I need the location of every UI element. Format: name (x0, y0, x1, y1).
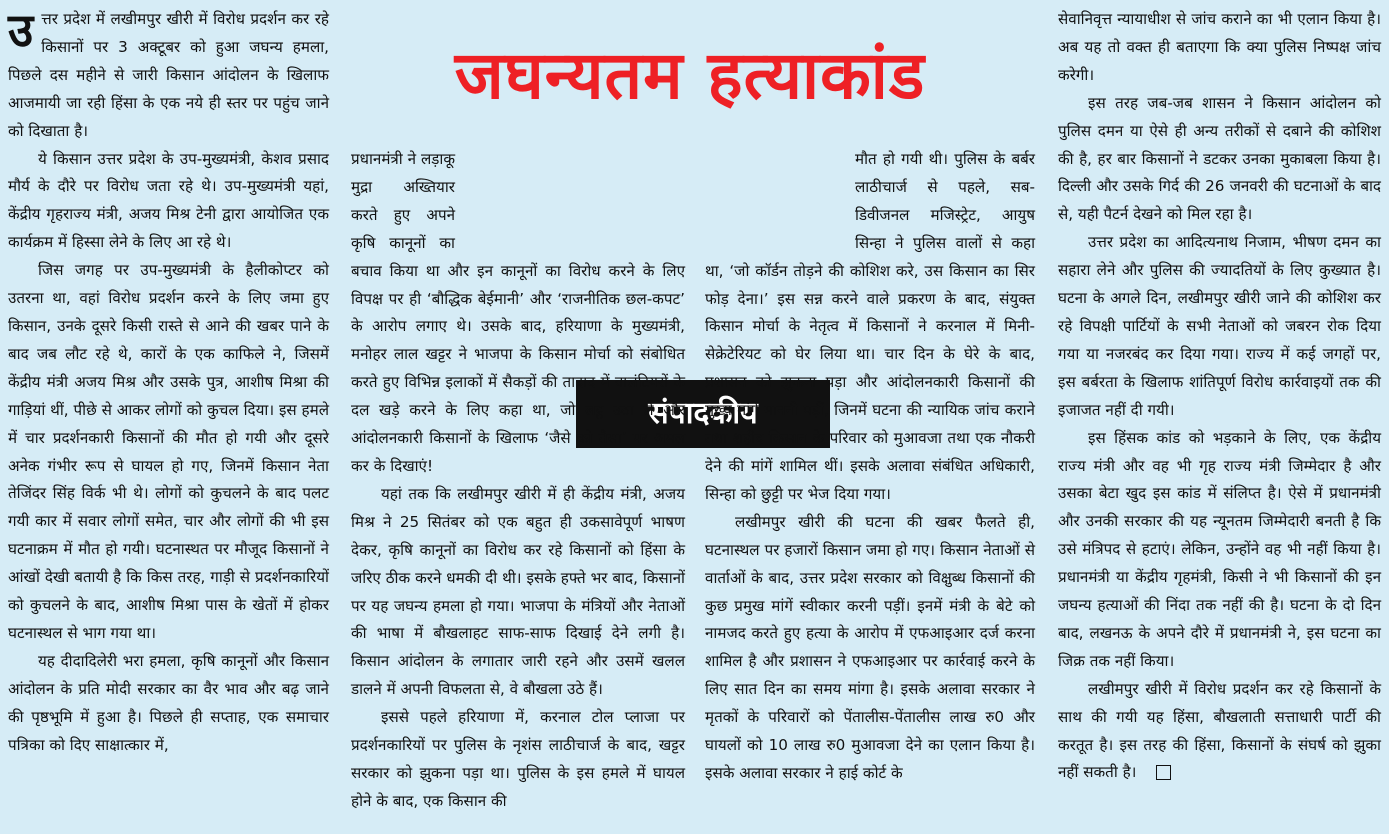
paragraph: मौत हो गयी थी। पुलिस के बर्बर लाठीचार्ज से पहले, सब-डिवीजनल मजिस्ट्रेट, आयुष सिन्हा ने पुलिस वालों से कहा था, ‘जो कॉर्डन तोड़ने की कोशिश करे, उस किसान का सिर फोड़ देना।’ इस सन्न करने वाले प्रकरण के बाद, संयुक्त किसान मोर्चा के नेतृत्व में किसानों ने करनाल में मिनी-सेक्रेटेरियट को घेर लिया था। चार दिन के घेरे के बाद, प्रशासन को झुकना पड़ा और आंदोलनकारी किसानों की मुख्य मांगें माननी पड़ीं, जिनमें घटना की न्यायिक जांच कराने तथा शहीद किसान के परिवार को मुआवजा तथा एक नौकरी देने की मांगें शामिल थीं। इसके अलावा संबंधित अधिकारी, सिन्हा को छुट्टी पर भेज दिया गया। (705, 146, 1035, 509)
wrap-spacer (705, 146, 855, 246)
paragraph: ये किसान उत्तर प्रदेश के उप-मुख्यमंत्री, केशव प्रसाद मौर्य के दौरे पर विरोध जता रहे थे। उप-मुख्यमंत्री यहां, केंद्रीय गृहराज्य मंत्री, अजय मिश्र टेनी द्वारा आयोजित एक कार्यक्रम में हिस्सा लेने के लिए आ रहे थे। (8, 149, 329, 252)
column-3 (705, 146, 1035, 788)
column-2 (351, 146, 685, 816)
paragraph: यह दीदादिलेरी भरा हमला, कृषि कानूनों और किसान आंदोलन के प्रति मोदी सरकार का वैर भाव और बढ़ जाने की पृष्ठभूमि में हुआ है। पिछले ही सप्ताह, एक समाचार पत्रिका को दिए साक्षात्कार में, (8, 651, 329, 754)
paragraph: प्रधानमंत्री ने लड़ाकू मुद्रा अख्तियार करते हुए अपने कृषि कानूनों का बचाव किया था और इन कानूनों का विरोध करने के लिए विपक्ष पर ही ‘बौद्धिक बेईमानी’ और ‘राजनीतिक छल-कपट’ के आरोप लगाए थे। उसके बाद, हरियाणा के मुख्यमंत्री, मनोहर लाल खट्टर ने भाजपा के किसान मोर्चा को संबोधित करते हुए विभिन्न इलाकों में सैकड़ों की तादाद में वालंटियरों के दल खड़े करने के लिए कहा था, जो लट्ठ उठा लें और आंदोलनकारी किसानों के खिलाफ ‘जैसे को तैसा’ पर अमल कर के दिखाएं! (351, 146, 685, 481)
column-4 (1058, 6, 1381, 787)
drop-cap: उ (8, 3, 34, 57)
column-1 (8, 3, 329, 759)
paragraph: लखीमपुर खीरी की घटना की खबर फैलते ही, घटनास्थल पर हजारों किसान जमा हो गए। किसान नेताओं से वार्ताओं के बाद, उत्तर प्रदेश सरकार को विक्षुब्ध किसानों की कुछ प्रमुख मांगें स्वीकार करनी पड़ीं। इनमें मंत्री के बेटे को नामजद करते हुए हत्या के आरोप में एफआइआर दर्ज करना शामिल है और प्रशासन ने एफआइआर पर कार्रवाई करने के लिए सात दिन का समय मांगा है। इसके अलावा सरकार ने मृतकों के परिवारों को पेंतालीस-पेंतालीस लाख रु0 और घायलों को 10 लाख रु0 मुआवजा देने का एलान किया है। इसके अलावा सरकार ने हाई कोर्ट के (705, 512, 1035, 782)
wrap-spacer (455, 146, 685, 246)
paragraph: जिस जगह पर उप-मुख्यमंत्री के हैलीकोप्टर को उतरना था, वहां विरोध प्रदर्शन करने के लिए जमा हुए किसान, उनके दूसरे किसी रास्ते से आने की खबर पाने के बाद जब लौट रहे थे, कारों के एक काफिले ने, जिसमें केंद्रीय मंत्री अजय मिश्र और उसके पुत्र, आशीष मिश्रा की गाड़ियां थीं, पीछे से आकर लोगों को कुचल दिया। इस हमले में चार प्रदर्शनकारी किसानों की मौत हो गयी और दूसरे अनेक गंभीर रूप से घायल हो गए, जिनमें किसान नेता तेजिंदर सिंह विर्क भी थे। लोगों को कुचलने के बाद पलट गयी कार में सवार लोगों समेत, चार और लोगों की भी इस घटनाक्रम में मौत हो गयी। घटनास्थत पर मौजूद किसानों ने आंखों देखी बतायी है कि किस तरह, गाड़ी से प्रदर्शनकारियों को कुचलने के बाद, आशीष मिश्रा पास के खेतों में होकर घटनास्थल से भाग गया था। (8, 261, 329, 642)
paragraph: लखीमपुर खीरी में विरोध प्रदर्शन कर रहे किसानों के साथ की गयी यह हिंसा, बौखलाती सत्ताधारी पार्टी की करतूत है। इस तरह की हिंसा, किसानों के संघर्ष को झुका नहीं सकती है। (1058, 679, 1381, 782)
paragraph: यहां तक कि लखीमपुर खीरी में ही केंद्रीय मंत्री, अजय मिश्र ने 25 सितंबर को एक बहुत ही उकसावेपूर्ण भाषण देकर, कृषि कानूनों का विरोध कर रहे किसानों को हिंसा के जरिए ठीक करने धमकी दी थी। इसके हफ्ते भर बाद, किसानों पर यह जघन्य हमला हो गया। भाजपा के मंत्रियों और नेताओं की भाषा में बौखलाहट साफ-साफ दिखाई देने लगी है। किसान आंदोलन के लगातार जारी रहने और उसमें खलल डालने में अपनी विफलता से, वे बौखला उठे हैं। (351, 484, 685, 699)
paragraph: सेवानिवृत्त न्यायाधीश से जांच कराने का भी एलान किया है। अब यह तो वक्त ही बताएगा कि क्या पुलिस निष्पक्ष जांच करेगी। (1058, 10, 1381, 84)
end-mark-icon (1156, 765, 1171, 780)
section-label-editorial: संपादकीय (576, 380, 830, 448)
paragraph: इससे पहले हरियाणा में, करनाल टोल प्लाजा पर प्रदर्शनकारियों पर पुलिस के नृशंस लाठीचार्ज के बाद, खट्टर सरकार को झुकना पड़ा था। पुलिस के इस हमले में घायल होने के बाद, एक किसान की (351, 708, 685, 810)
paragraph: उत्तर प्रदेश में लखीमपुर खीरी में विरोध प्रदर्शन कर रहे किसानों पर 3 अक्टूबर को हुआ जघन्य हमला, पिछले दस महीने से जारी किसान आंदोलन के खिलाफ आजमायी जा रही हिंसा के एक नये ही स्तर पर पहुंच जाने को दिखाता है। (8, 3, 329, 140)
headline: जघन्यतम हत्याकांड (454, 37, 926, 114)
paragraph: इस हिंसक कांड को भड़काने के लिए, एक केंद्रीय राज्य मंत्री और वह भी गृह राज्य मंत्री जिम्मेदार है और उसका बेटा खुद इस कांड में संलिप्त है। ऐसे में प्रधानमंत्री और उनकी सरकार की यह न्यूनतम जिम्मेदारी बनती है कि उसे मंत्रिपद से हटाएं। लेकिन, उन्होंने वह भी नहीं किया है। प्रधानमंत्री या केंद्रीय गृहमंत्री, किसी ने भी किसानों की इन जघन्य हत्याओं की निंदा तक नहीं की है। घटना के दो दिन बाद, लखनऊ के अपने दौरे में प्रधानमंत्री ने, इस घटना का जिक्र तक नहीं किया। (1058, 428, 1381, 670)
paragraph: उत्तर प्रदेश का आदित्यनाथ निजाम, भीषण दमन का सहारा लेने और पुलिस की ज्यादतियों के लिए कुख्यात है। घटना के अगले दिन, लखीमपुर खीरी जाने की कोशिश कर रहे विपक्षी पार्टियों के सभी नेताओं को जबरन रोक दिया गया या नजरबंद कर दिया गया। राज्य में कई जगहों पर, इस बर्बरता के खिलाफ शांतिपूर्ण विरोध कार्रवाइयों तक की इजाजत नहीं दी गयी। (1058, 233, 1381, 419)
paragraph: इस तरह जब-जब शासन ने किसान आंदोलन को पुलिस दमन या ऐसे ही अन्य तरीकों से दबाने की कोशिश की है, हर बार किसानों ने डटकर उनका मुकाबला किया है। दिल्ली और उसके गिर्द की 26 जनवरी की घटनाओं के बाद से, यही पैटर्न देखने को मिल रहा है। (1058, 93, 1381, 224)
